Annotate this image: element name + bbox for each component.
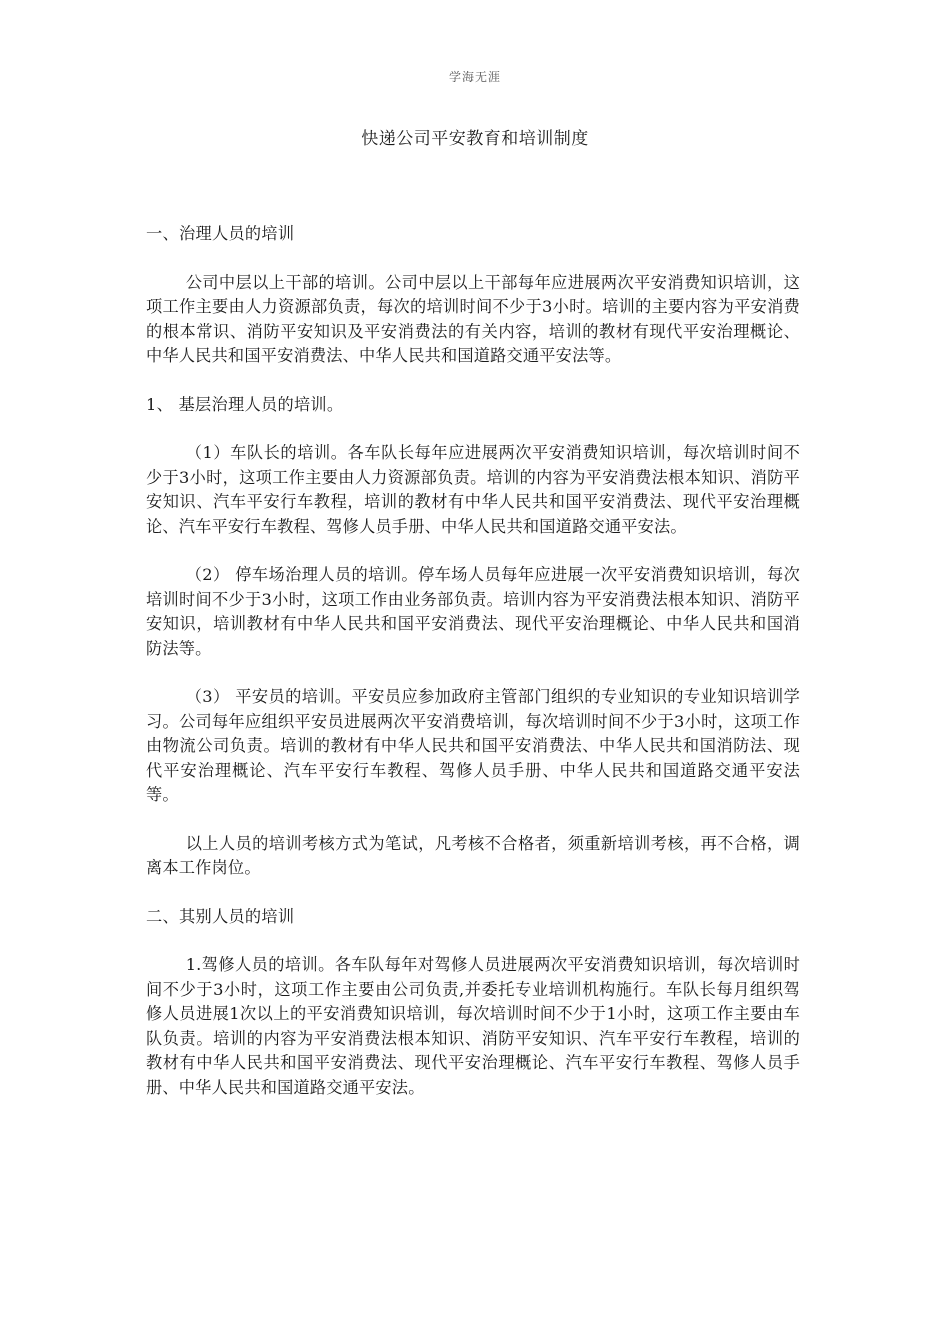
paragraph-safety-officer: （3） 平安员的培训。平安员应参加政府主管部门组织的专业知识的专业知识培训学习。公司每年应组织平安员进展两次平安消费培训，每次培训时间不少于3小时，这项工作由物流公司负责。培训的教材有中华人民共和国平安消费法、中华人民共和国消防法、现代平安治理概论、汽车平安行车教程、驾修人员手册、中华人民共和国道路交通平安法等。 bbox=[146, 687, 800, 804]
paragraph-senior-staff: 公司中层以上干部的培训。公司中层以上干部每年应进展两次平安消费知识培训，这项工作主要由人力资源部负责，每次的培训时间不少于3小时。培训的主要内容为平安消费的根本常识、消防平安知识及平安消费法的有关内容，培训的教材有现代平安治理概论、中华人民共和国平安消费法、中华人民共和国道路交通平安法等。 bbox=[146, 272, 800, 365]
paragraph-parking-staff: （2） 停车场治理人员的培训。停车场人员每年应进展一次平安消费知识培训，每次培训时间不少于3小时，这项工作由业务部负责。培训内容为平安消费法根本知识、消防平安知识，培训教材有中华人民共和国平安消费法、现代平安治理概论、中华人民共和国消防法等。 bbox=[146, 565, 800, 658]
paragraph-drivers-mechanics: 1.驾修人员的培训。各车队每年对驾修人员进展两次平安消费知识培训，每次培训时间不少于3小时，这项工作主要由公司负责,并委托专业培训机构施行。车队长每月组织驾修人员进展1次以上的平安消费知识培训，每次培训时间不少于1小时，这项工作主要由车队负责。培训的内容为平安消费法根本知识、消防平安知识、汽车平安行车教程，培训的教材有中华人民共和国平安消费法、现代平安治理概论、汽车平安行车教程、驾修人员手册、中华人民共和国道路交通平安法。 bbox=[146, 955, 800, 1097]
section-heading-management: 一、治理人员的培训 bbox=[146, 224, 295, 243]
document-title: 快递公司平安教育和培训制度 bbox=[361, 129, 589, 149]
subsection-heading-grassroots: 1、 基层治理人员的培训。 bbox=[146, 394, 344, 414]
section-heading-other-staff: 二、其别人员的培训 bbox=[146, 906, 295, 926]
paragraph-fleet-leader: （1）车队长的培训。各车队长每年应进展两次平安消费知识培训，每次培训时间不少于3小时，这项工作主要由人力资源部负责。培训的内容为平安消费法根本知识、消防平安知识、汽车平安行车教程，培训的教材有中华人民共和国平安消费法、现代平安治理概论、汽车平安行车教程、驾修人员手册、中华人民共和国道路交通平安法。 bbox=[146, 443, 800, 536]
document-body bbox=[146, 222, 800, 1124]
paragraph-assessment: 以上人员的培训考核方式为笔试，凡考核不合格者，须重新培训考核，再不合格，调离本工作岗位。 bbox=[146, 833, 800, 877]
page-header: 学海无涯 bbox=[448, 70, 501, 84]
